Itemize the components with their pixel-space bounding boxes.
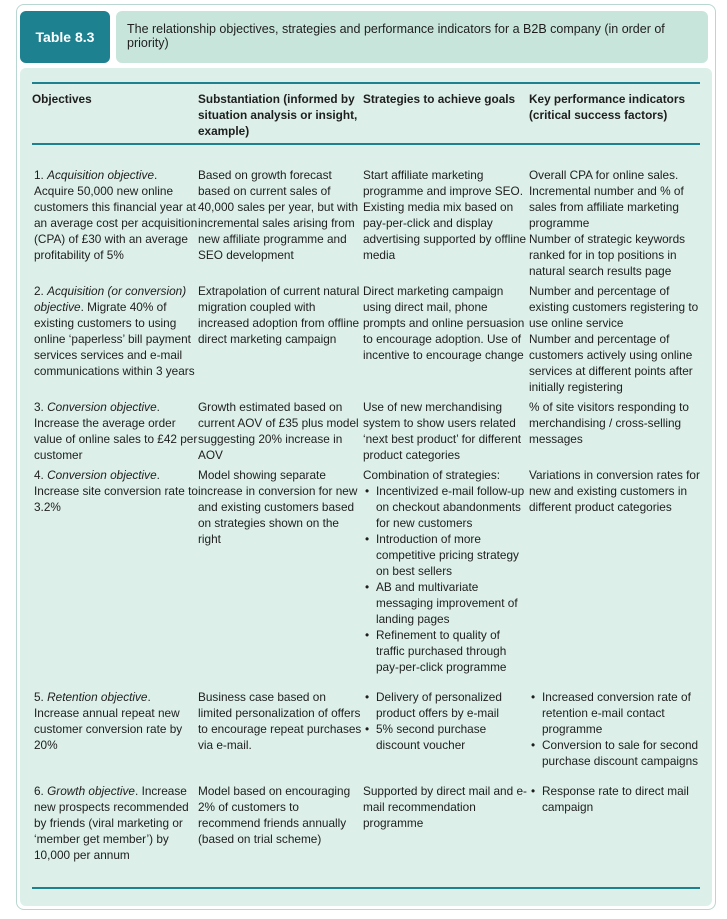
objective-type: Acquisition (or conversion) objective [34, 284, 187, 314]
strategies-text: Use of new merchandising system to show users related ‘next best product’ for different product categories [363, 400, 522, 462]
substantiation-cell: Model based on encouraging 2% of customers to recommend friends annually (based on trial scheme) [198, 784, 351, 846]
header-row [32, 91, 700, 153]
kpi-text: % of site visitors responding to merchandising / cross-selling messages [529, 400, 689, 446]
kpi-cell [529, 783, 700, 867]
strategies-cell [363, 467, 529, 689]
kpi-cell [529, 689, 700, 783]
header-objectives: Objectives [32, 92, 92, 106]
table-row [32, 283, 700, 399]
objective-cell: 5. Retention objective. Increase annual repeat new customer conversion rate by 20% [34, 690, 183, 752]
header-kpis: Key performance indicators (critical success factors) [529, 92, 686, 122]
strategy-bullet: • Refinement to quality of traffic purchased through pay-per-click programme [363, 627, 529, 675]
table-row [32, 399, 700, 467]
kpi-cell [529, 467, 700, 689]
objective-number: 2. [34, 284, 44, 298]
kpi-bullet: • Increased conversion rate of retention e-mail contact programme [529, 689, 700, 737]
kpi-bullet: • Conversion to sale for second purchase discount campaigns [529, 737, 700, 769]
strategy-bullet: • 5% second purchase discount voucher [363, 721, 529, 753]
table-row [32, 153, 700, 283]
strategies-cell [363, 783, 529, 867]
objective-number: 4. [34, 468, 44, 482]
header-strategies: Strategies to achieve goals [363, 92, 516, 106]
objective-type: Acquisition objective [47, 168, 155, 182]
objectives-table [32, 91, 700, 867]
objective-type: Growth objective [47, 784, 135, 798]
strategies-cell [363, 399, 529, 467]
strategy-bullet: • AB and multivariate messaging improvement of landing pages [363, 579, 529, 627]
objective-type: Conversion objective [47, 400, 157, 414]
strategy-bullet: • Delivery of personalized product offers by e-mail [363, 689, 529, 721]
kpi-cell [529, 153, 700, 283]
objective-text: Increase new prospects recommended by friends (viral marketing or ‘member get member’) by 10,000 per annum [34, 784, 189, 862]
strategies-text: Supported by direct mail and e-mail recommendation programme [363, 784, 527, 830]
table-row [32, 783, 700, 867]
substantiation-cell: Extrapolation of current natural migration coupled with increased adoption from offline direct marketing campaign [198, 284, 360, 346]
strategy-list [363, 483, 529, 675]
strategy-bullet: • Incentivized e-mail follow-up on checkout abandonments for new customers [363, 483, 529, 531]
substantiation-cell: Business case based on limited personalization of offers to encourage repeat purchases via e-mail. [198, 690, 362, 752]
kpi-text: Overall CPA for online sales. Incremental number and % of sales from affiliate marketing programme Number of strategic keywords ranked for in top positions in natural search results page [529, 168, 686, 278]
objective-cell: 2. Acquisition (or conversion) objective. Migrate 40% of existing customers to using online ‘paperless’ bill payment services services and e-mail communications within 3 years [34, 284, 195, 378]
top-rule [32, 82, 700, 84]
caption-text: The relationship objectives, strategies and performance indicators for a B2B company (in order of priority) [127, 22, 665, 50]
strategy-bullet: • Introduction of more competitive pricing strategy on best sellers [363, 531, 529, 579]
objective-cell: 4. Conversion objective. Increase site conversion rate to 3.2% [34, 468, 198, 514]
objective-cell: 3. Conversion objective. Increase the average order value of online sales to £42 per customer [34, 400, 198, 462]
header-substantiation: Substantiation (informed by situation analysis or insight, example) [198, 92, 358, 138]
strategies-cell [363, 689, 529, 783]
kpi-cell [529, 283, 700, 399]
substantiation-cell: Based on growth forecast based on current sales of 40,000 sales per year, but with incremental sales arising from new affiliate programme and SEO development [198, 168, 359, 262]
strategies-text: Combination of strategies: [363, 468, 501, 482]
table-number-tag [20, 11, 110, 63]
table-caption [116, 11, 708, 63]
strategy-list [363, 689, 529, 753]
kpi-list [529, 689, 700, 769]
table-row [32, 467, 700, 689]
strategies-cell [363, 283, 529, 399]
objective-cell: 6. Growth objective. Increase new prospects recommended by friends (viral marketing or ‘member get member’) by 10,000 per annum [34, 784, 189, 862]
objective-text: Increase annual repeat new customer conversion rate by 20% [34, 706, 183, 752]
kpi-bullet: • Response rate to direct mail campaign [529, 783, 700, 815]
strategies-text: Direct marketing campaign using direct mail, phone prompts and online persuasion to encourage adoption. Use of incentive to encourage change [363, 284, 525, 362]
strategies-cell [363, 153, 529, 283]
objective-text: Increase the average order value of online sales to £42 per customer [34, 416, 198, 462]
kpi-list [529, 783, 700, 815]
bottom-rule [32, 887, 700, 889]
kpi-cell [529, 399, 700, 467]
kpi-text: Number and percentage of existing customers registering to use online service Number and percentage of customers actively using online services at different points after initially registering [529, 284, 699, 394]
strategies-text: Start affiliate marketing programme and improve SEO. Existing media mix based on pay-per-click and display advertising supported by offline media [363, 168, 527, 262]
substantiation-cell: Growth estimated based on current AOV of £35 plus model suggesting 20% increase in AOV [198, 400, 359, 462]
kpi-text: Variations in conversion rates for new and existing customers in different product categories [529, 468, 700, 514]
objective-number: 3. [34, 400, 44, 414]
substantiation-cell: Model showing separate increase in conversion for new and existing customers based on strategies shown on the right [198, 468, 358, 546]
objective-text: Increase site conversion rate to 3.2% [34, 484, 198, 514]
objective-number: 5. [34, 690, 44, 704]
objective-number: 1. [34, 168, 44, 182]
objective-cell: 1. Acquisition objective. Acquire 50,000 new online customers this financial year at an average cost per acquisition (CPA) of £30 with an average profitability of 5% [34, 168, 198, 262]
table-row [32, 689, 700, 783]
objective-text: Acquire 50,000 new online customers this financial year at an average cost per acquisition (CPA) of £30 with an average profitability of 5% [34, 184, 198, 262]
objective-type: Retention objective [47, 690, 148, 704]
table-number: Table 8.3 [35, 29, 95, 45]
objective-text: Migrate 40% of existing customers to using online ‘paperless’ bill payment services services and e-mail communications within 3 years [34, 300, 195, 378]
objective-type: Conversion objective [47, 468, 157, 482]
objective-number: 6. [34, 784, 44, 798]
